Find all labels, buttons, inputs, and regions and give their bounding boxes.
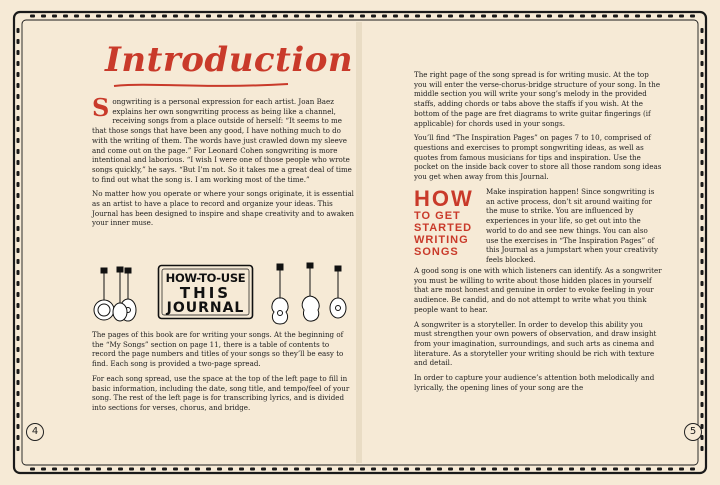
mandolin-icon — [113, 267, 127, 321]
instrument-mid-illustration — [108, 266, 138, 326]
left-paragraph-2: No matter how you operate or where your songs originate, it is essential as an artist to have a place to record and organize your ideas. This Journal has been designed to inspire and shape creativity and to awaken your inner muse. — [92, 189, 355, 228]
page-number-right: 5 — [684, 423, 702, 441]
intro-text: ongwriting is a personal expression for each artist. Joan Baez explains her own songwriting process as being like a channel, receiving songs from a place outside of herself: “It seems to me that those songs that have been any good, I have nothing much to do with the writing of them. The words have just crawled down my sleeve and come out on the page.” For Leonard Cohen songwriting is more intentional and laborious. “I wish I were one of those people who wrote songs quickly,” he says. “But I’m not. So it takes me a great deal of time to find out what the song is. I am working most of the time.” — [92, 97, 352, 184]
how-line-3: STARTED — [414, 222, 473, 234]
drop-cap: S — [92, 93, 110, 122]
how-to-use-heading — [157, 264, 254, 320]
right-paragraph-6: In order to capture your audience’s attention both melodically and lyrically, the opening lines of your song are the — [414, 373, 655, 392]
right-page-text-bottom — [414, 266, 662, 397]
page-title: Introduction — [105, 40, 354, 80]
right-paragraph-3: Make inspiration happen! Since songwriting is an active process, don’t sit around waiting for the muse to strike. You are influenced by experiences in your life, so get out into the world to do and see new things. You can also use the exercises in “The Inspiration Pages” of this Journal as a jumpstart when your creativity feels blocked. — [486, 187, 659, 264]
right-paragraph-2: You’ll find “The Inspiration Pages” on pages 7 to 10, comprised of questions and exercises to prompt songwriting ideas, as well as quotes from famous musicians for tips and inspiration. Use the pocket on the inside back cover to store all those random song ideas you get when away from this Journal. — [414, 133, 662, 182]
intro-paragraph — [92, 93, 354, 184]
right-paragraph-4: A good song is one with which listeners can identify. As a songwriter you must be willing to write about those hidden places in yourself that are most honest and genuine in order to evoke feeling in your audience. Be candid, and do not attempt to write what you think people want to hear. — [414, 266, 662, 314]
guitar-icon — [272, 264, 288, 324]
how-to-line-3: JOURNAL — [166, 300, 245, 316]
left-paragraph-4: For each song spread, use the space at the top of the left page to fill in basic information, including the date, song title, and tempo/feel of your song. The rest of the left page is for transcribing lyrics, and is divided into sections for verses, chorus, and bridge. — [92, 373, 350, 412]
electric-guitar-icon — [302, 263, 319, 321]
right-page-text-top — [414, 70, 662, 187]
how-line-5: SONGS — [414, 246, 459, 258]
how-line-4: WRITING — [414, 234, 469, 246]
left-page-text-bottom — [92, 330, 354, 418]
right-page-text-mid — [486, 187, 662, 270]
how-to-line-2: THIS — [179, 284, 232, 302]
how-to-get-started-heading — [414, 188, 484, 258]
how-to-line-1: HOW-TO-USE — [165, 271, 246, 285]
right-paragraph-1: The right page of the song spread is for writing music. At the top you will enter the verse-chorus-bridge structure of your song. In the middle section you will write your song’s melody in the provided staffs, adding chords or tabs above the staffs if you wish. At the bottom of the page are fret diagrams to write guitar fingerings (if applicable) for chords used in your songs. — [414, 70, 661, 128]
left-page-text-top — [92, 93, 355, 233]
how-line-2: TO GET — [414, 210, 461, 222]
mandolin-icon — [330, 266, 346, 318]
right-paragraph-5: A songwriter is a storyteller. In order to develop this ability you must strengthen your own powers of observation, and draw insight from your imagination, surroundings, and such arts as cinema and literature. As a storyteller your writing should be rich with texture and detail. — [414, 319, 657, 368]
title-underline — [112, 80, 292, 90]
instruments-right-illustration — [266, 262, 356, 328]
left-paragraph-3: The pages of this book are for writing your songs. At the beginning of the “My Songs” section on page 11, there is a table of contents to record the page numbers and titles of your songs so they’ll be easy to find. Each song is provided a two-page spread. — [92, 330, 344, 369]
how-word: HOW — [414, 186, 474, 211]
page-number-left: 4 — [26, 423, 44, 441]
